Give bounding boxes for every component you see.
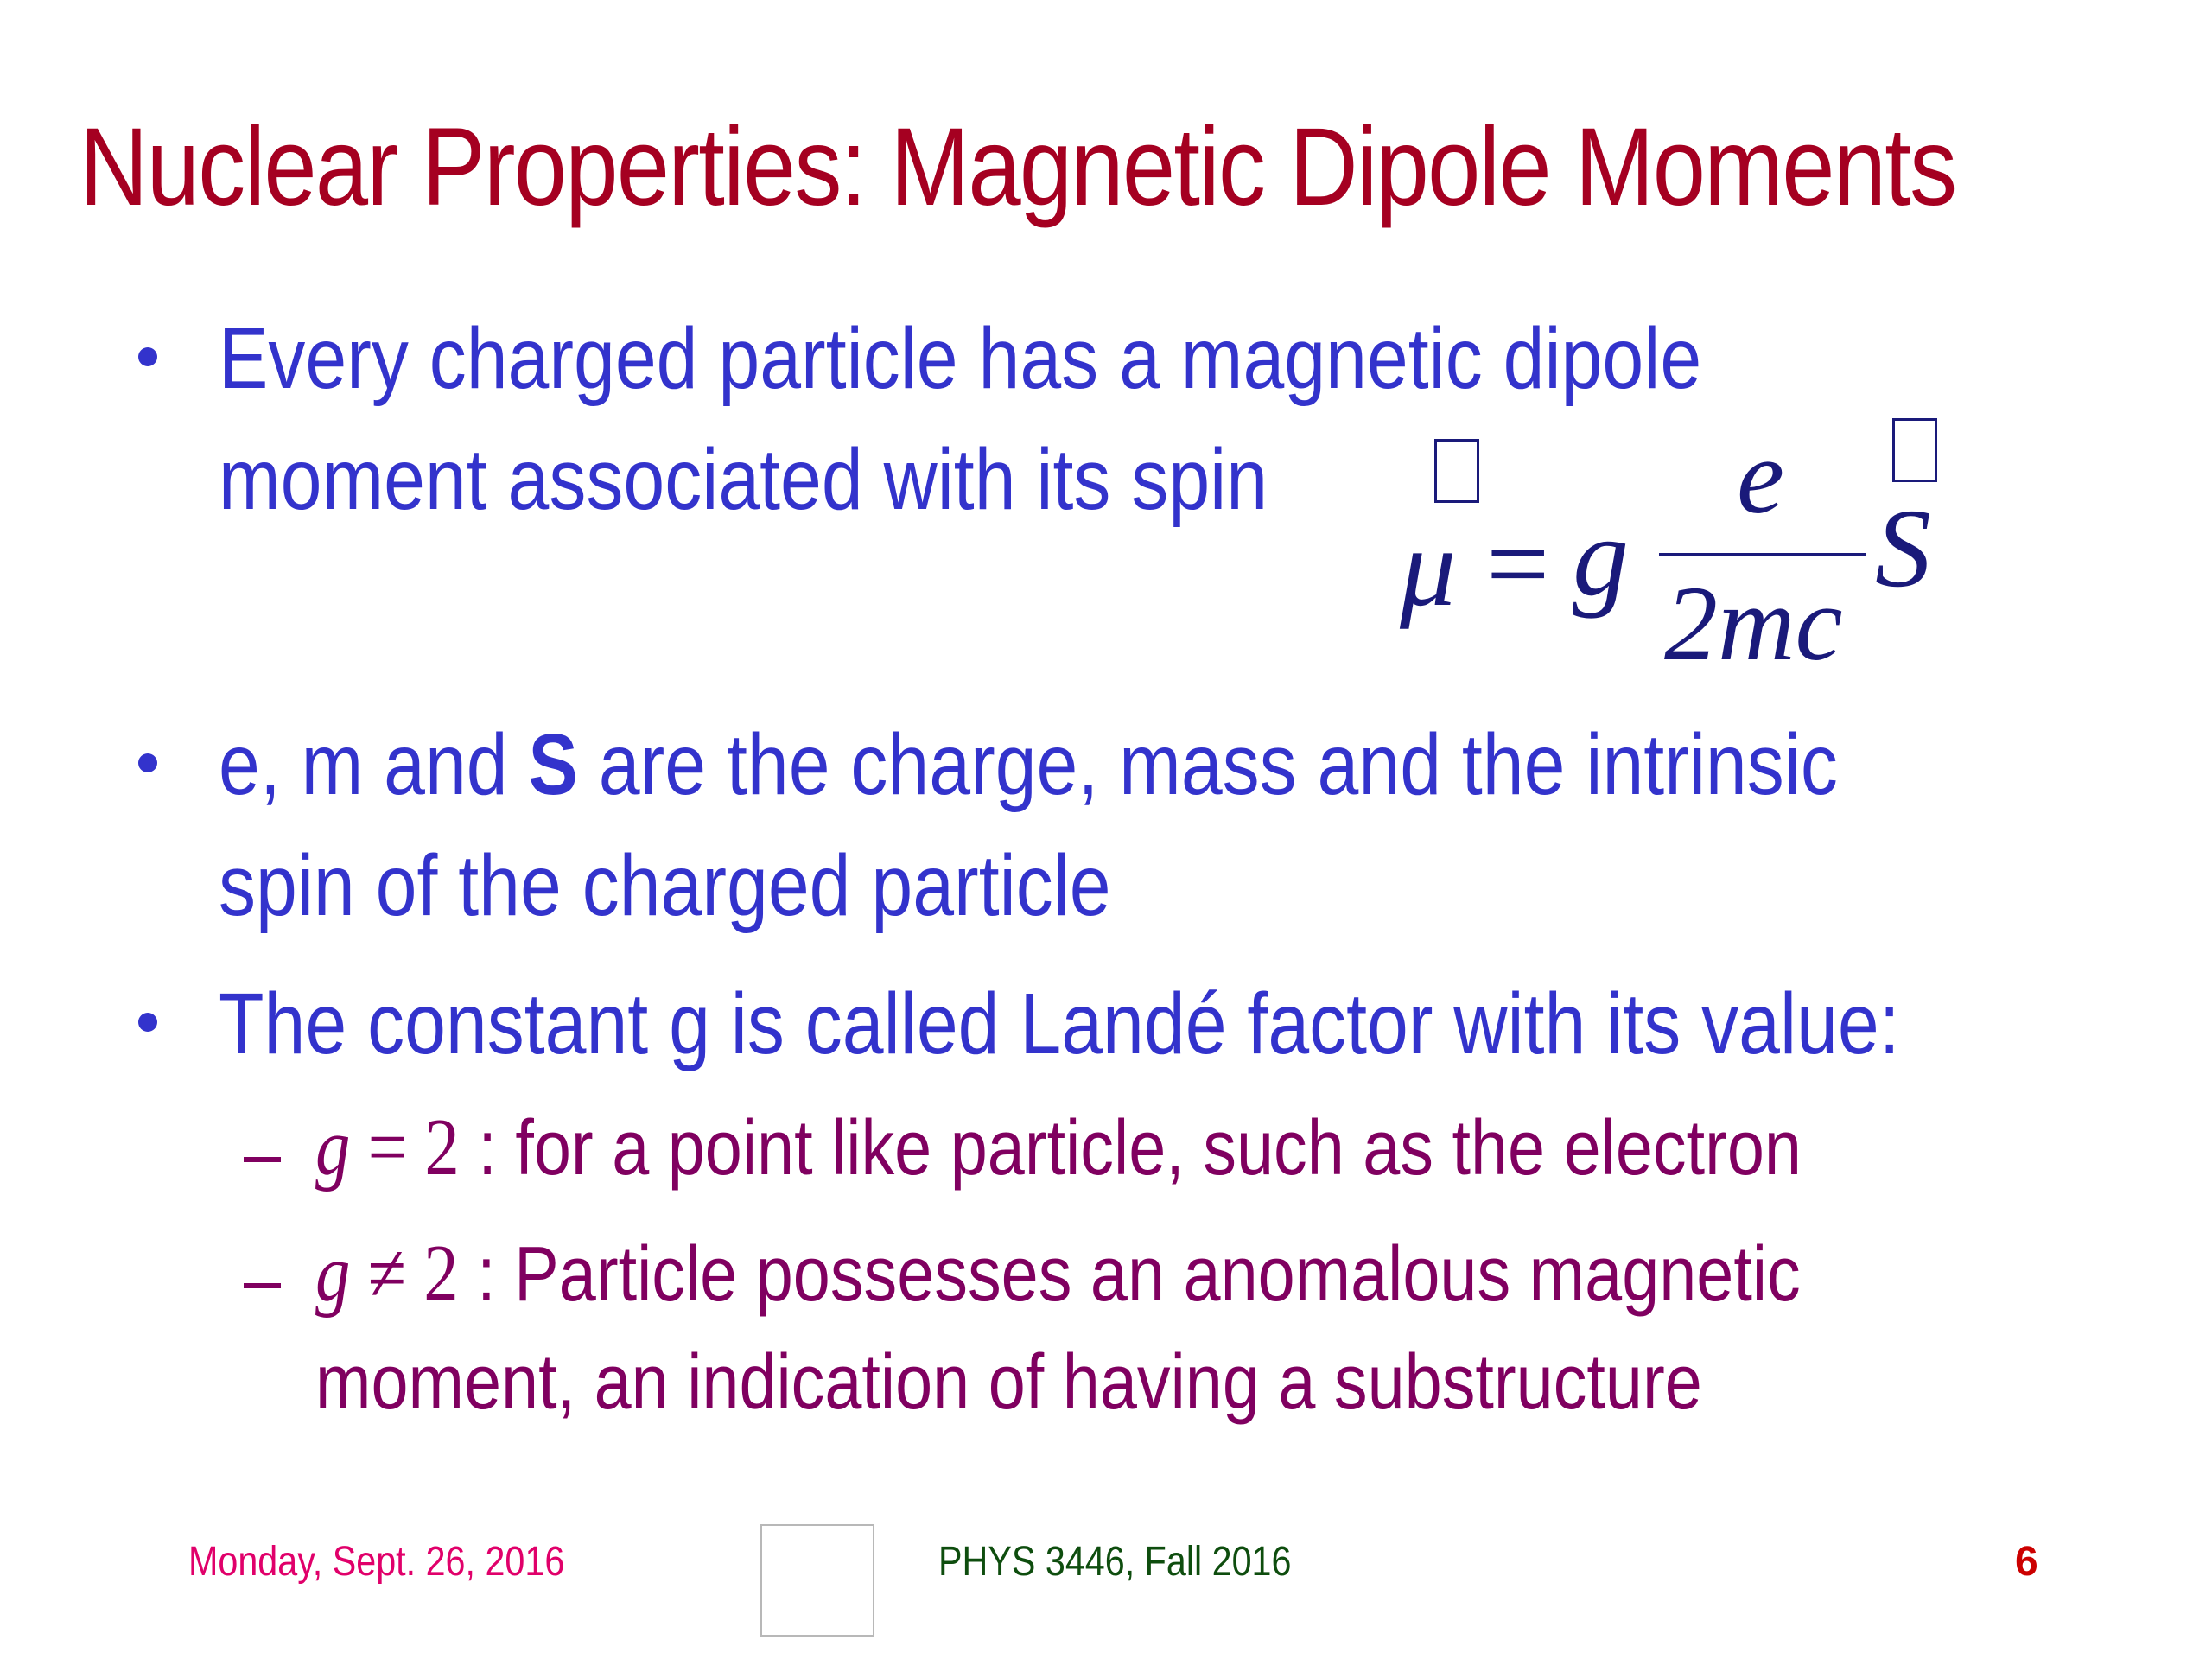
bullet-dot-3: [138, 1013, 157, 1032]
bullet-2-post: are the charge, mass and the intrinsic: [577, 716, 1838, 813]
vector-arrow-placeholder-s: [1892, 418, 1937, 482]
vector-arrow-placeholder-mu: [1434, 439, 1479, 503]
bullet-3-line-1: The constant g is called Landé factor with its value:: [219, 976, 1900, 1072]
sub-2-math-num: 2: [423, 1229, 459, 1319]
formula-denominator: 2mc: [1664, 564, 1843, 683]
sub-bullet-2-line-1: [315, 1222, 1801, 1326]
formula-equals: =: [1486, 502, 1550, 626]
sub-1-math-num: 2: [424, 1103, 460, 1192]
bullet-2-bold-s: S: [528, 716, 578, 813]
bullet-2-pre: e, m and: [219, 716, 529, 813]
sub-bullet-2-math: [315, 1229, 459, 1319]
footer-date: Monday, Sept. 26, 2016: [188, 1539, 565, 1585]
bullet-1-line-2: moment associated with its spin: [219, 431, 1268, 528]
footer-course: PHYS 3446, Fall 2016: [938, 1539, 1292, 1585]
sub-bullet-dash-1: –: [244, 1110, 282, 1197]
sub-bullet-1-math: [315, 1103, 460, 1192]
bullet-2-line-1: [219, 704, 1838, 825]
sub-1-math-g: g: [315, 1103, 351, 1192]
formula-spin: S: [1875, 486, 1931, 611]
sub-bullet-1: [315, 1096, 1802, 1200]
sub-bullet-dash-2: –: [244, 1236, 282, 1323]
formula-mu: μ: [1400, 505, 1457, 630]
footer-logo-placeholder: [760, 1524, 874, 1637]
bullet-1-line-1: Every charged particle has a magnetic dipole: [219, 310, 1702, 407]
magnetic-moment-formula: [1400, 406, 1953, 691]
formula-g: g: [1573, 495, 1629, 620]
formula-numerator: e: [1737, 417, 1785, 536]
slide-title: Nuclear Properties: Magnetic Dipole Moments: [79, 105, 1956, 229]
sub-bullet-2-line-2: moment, an indication of having a substructure: [315, 1339, 1702, 1426]
sub-2-math-op: ≠: [367, 1229, 407, 1319]
bullet-2-line-2: spin of the charged particle: [219, 837, 1111, 934]
sub-bullet-2-text: : Particle possesses an anomalous magnetic: [458, 1231, 1801, 1318]
fraction-bar: [1659, 553, 1866, 556]
slide-page-number: 6: [2015, 1539, 2038, 1585]
sub-1-math-op: =: [367, 1103, 408, 1192]
bullet-dot-2: [138, 753, 157, 772]
sub-2-math-g: g: [315, 1229, 351, 1319]
sub-bullet-1-text: : for a point like particle, such as the electron: [459, 1105, 1802, 1192]
bullet-dot-1: [138, 347, 157, 366]
